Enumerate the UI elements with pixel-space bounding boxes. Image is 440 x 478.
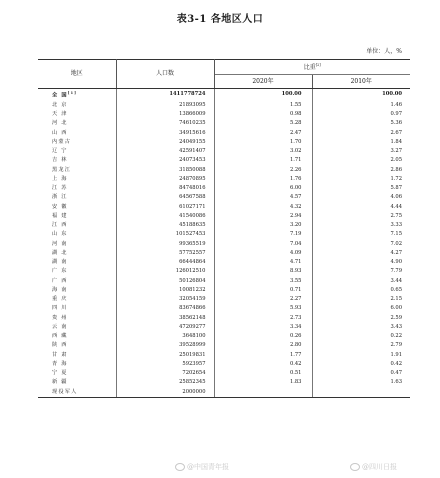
watermark-right-text: @四川日报 (362, 463, 397, 471)
table-row (38, 295, 410, 304)
table-row (38, 360, 410, 369)
ratio-2010-cell: 2.79 (390, 342, 403, 349)
ratio-2010-cell: 2.59 (390, 314, 403, 321)
population-cell: 24870895 (116, 175, 214, 184)
weibo-icon (350, 463, 360, 471)
ratio-2010-cell: 7.79 (390, 268, 403, 275)
ratio-2010-cell: 2.05 (390, 157, 403, 164)
population-cell: 83674866 (116, 304, 214, 313)
region-cell: 北 京 (38, 101, 116, 110)
table-row (38, 323, 410, 332)
population-cell: 101527453 (116, 230, 214, 239)
region-cell: 云 南 (38, 323, 116, 332)
region-cell: 黑龙江 (38, 166, 116, 175)
weibo-icon (175, 463, 185, 471)
table-row (38, 341, 410, 350)
table-row (38, 89, 410, 101)
ratio-2020-cell: 2.80 (214, 341, 312, 350)
ratio-2010-cell: 3.27 (390, 148, 403, 155)
table-row (38, 119, 410, 128)
ratio-2010-cell: 5.87 (390, 185, 403, 192)
ratio-2010-cell: 2.15 (390, 296, 403, 303)
population-cell: 25852345 (116, 378, 214, 387)
population-cell: 5923957 (116, 360, 214, 369)
ratio-2020-cell: 1.70 (214, 138, 312, 147)
population-cell: 1411778724 (116, 89, 214, 101)
table-row (38, 249, 410, 258)
population-table (38, 59, 410, 398)
ratio-2010-cell: 0.22 (390, 333, 403, 340)
unit-label: 单位：人，% (366, 48, 402, 55)
ratio-2010-cell: 7.02 (390, 240, 403, 247)
ratio-2010-cell: 2.75 (390, 212, 403, 219)
header-2020: 2020年 (214, 75, 312, 89)
ratio-2010-cell: 4.27 (390, 249, 403, 256)
table-row (38, 166, 410, 175)
ratio-2020-cell: 1.76 (214, 175, 312, 184)
population-cell: 2000000 (116, 388, 214, 398)
ratio-2020-cell: 0.26 (214, 332, 312, 341)
table-row (38, 277, 410, 286)
ratio-2020-cell: 3.20 (214, 221, 312, 230)
table-row (38, 286, 410, 295)
population-cell: 42591407 (116, 147, 214, 156)
region-cell: 贵 州 (38, 314, 116, 323)
region-cell: 天 津 (38, 110, 116, 119)
total-note: [1] (67, 91, 78, 95)
ratio-2010-cell: 0.97 (390, 111, 403, 118)
ratio-2020-cell: 8.93 (214, 267, 312, 276)
region-cell: 辽 宁 (38, 147, 116, 156)
table-row (38, 388, 410, 398)
ratio-2020-cell: 3.55 (214, 277, 312, 286)
watermark-left (175, 462, 229, 472)
ratio-2020-cell: 4.71 (214, 258, 312, 267)
population-cell: 24073453 (116, 156, 214, 165)
ratio-2020-cell: 2.27 (214, 295, 312, 304)
table-row (38, 212, 410, 221)
ratio-2020-cell: 100.00 (214, 89, 312, 101)
table-row (38, 332, 410, 341)
watermark-right (350, 462, 397, 472)
header-ratio-label: 比重 (303, 64, 316, 72)
population-cell: 126012510 (116, 267, 214, 276)
table-row (38, 203, 410, 212)
region-cell: 河 北 (38, 119, 116, 128)
ratio-2010-cell: 0.42 (390, 360, 403, 367)
ratio-2010-cell: 1.84 (390, 138, 403, 145)
ratio-2010-cell: 3.43 (390, 323, 403, 330)
region-cell: 海 南 (38, 286, 116, 295)
population-cell: 31850088 (116, 166, 214, 175)
ratio-2020-cell: 4.32 (214, 203, 312, 212)
ratio-2020-cell: 1.83 (214, 378, 312, 387)
region-cell: 浙 江 (38, 193, 116, 202)
ratio-2020-cell: 0.71 (214, 286, 312, 295)
ratio-2010-cell: 4.90 (390, 259, 403, 266)
ratio-2020-cell: 4.09 (214, 249, 312, 258)
region-cell: 甘 肃 (38, 351, 116, 360)
ratio-2020-cell: 0.51 (214, 369, 312, 378)
region-cell: 江 苏 (38, 184, 116, 193)
ratio-2010-cell: 1.63 (390, 379, 403, 386)
table-row (38, 184, 410, 193)
region-cell: 江 西 (38, 221, 116, 230)
ratio-2010-cell: 0.47 (390, 370, 403, 377)
ratio-2010-cell: 0.65 (390, 286, 403, 293)
population-cell: 64567588 (116, 193, 214, 202)
population-cell: 38562148 (116, 314, 214, 323)
table-row (38, 314, 410, 323)
header-population: 人口数 (116, 60, 214, 89)
ratio-2010-cell: 4.06 (390, 194, 403, 201)
ratio-2020-cell: 2.26 (214, 166, 312, 175)
header-ratio-note: [2] (315, 63, 321, 68)
table-row (38, 378, 410, 387)
ratio-2020-cell: 0.42 (214, 360, 312, 369)
region-cell: 青 海 (38, 360, 116, 369)
region-cell: 广 西 (38, 277, 116, 286)
region-cell: 内蒙古 (38, 138, 116, 147)
population-cell: 3648100 (116, 332, 214, 341)
region-cell: 吉 林 (38, 156, 116, 165)
ratio-2010-cell: 6.00 (390, 305, 403, 312)
population-cell: 45188635 (116, 221, 214, 230)
table-title: 表3-1 各地区人口 (176, 14, 264, 25)
region-cell: 宁 夏 (38, 369, 116, 378)
table-row (38, 351, 410, 360)
population-cell: 34915616 (116, 129, 214, 138)
region-cell: 河 南 (38, 240, 116, 249)
table-row (38, 221, 410, 230)
table-row (38, 267, 410, 276)
table-row (38, 129, 410, 138)
region-cell: 湖 北 (38, 249, 116, 258)
ratio-2010-cell: 1.72 (390, 175, 403, 182)
population-cell: 57752557 (116, 249, 214, 258)
ratio-2010-cell: 1.91 (390, 351, 403, 358)
population-cell: 25019831 (116, 351, 214, 360)
ratio-2010-cell: 2.86 (390, 166, 403, 173)
region-cell: 上 海 (38, 175, 116, 184)
ratio-2020-cell: 1.55 (214, 101, 312, 110)
header-region: 地区 (38, 60, 116, 89)
ratio-2020-cell: 1.71 (214, 156, 312, 165)
ratio-2020-cell: 3.34 (214, 323, 312, 332)
population-cell: 74610235 (116, 119, 214, 128)
population-cell: 7202654 (116, 369, 214, 378)
ratio-2020-cell: 2.94 (214, 212, 312, 221)
region-cell: 陕 西 (38, 341, 116, 350)
population-cell: 66444864 (116, 258, 214, 267)
header-ratio (214, 60, 410, 75)
ratio-2020-cell: 7.19 (214, 230, 312, 239)
header-2010: 2010年 (312, 75, 410, 89)
ratio-2020-cell: 6.00 (214, 184, 312, 193)
watermark-left-text: @中国青年报 (187, 463, 229, 471)
ratio-2020-cell: 2.73 (214, 314, 312, 323)
population-cell: 13866009 (116, 110, 214, 119)
region-cell: 山 西 (38, 129, 116, 138)
table-row (38, 138, 410, 147)
ratio-2010-cell: 3.44 (390, 277, 403, 284)
ratio-2010-cell: 5.36 (390, 120, 403, 127)
region-cell: 山 东 (38, 230, 116, 239)
population-cell: 24049155 (116, 138, 214, 147)
ratio-2010-cell: 1.46 (390, 101, 403, 108)
population-cell: 32054159 (116, 295, 214, 304)
ratio-2020-cell: 0.98 (214, 110, 312, 119)
table-row (38, 110, 410, 119)
population-cell: 84748016 (116, 184, 214, 193)
population-cell: 39528999 (116, 341, 214, 350)
population-cell: 47209277 (116, 323, 214, 332)
table-body (38, 89, 410, 398)
table-row (38, 240, 410, 249)
ratio-2010-cell: 100.00 (382, 91, 403, 98)
table-row (38, 304, 410, 313)
region-cell: 现役军人 (38, 388, 116, 398)
ratio-2020-cell: 3.02 (214, 147, 312, 156)
population-cell: 99365519 (116, 240, 214, 249)
region-cell: 新 疆 (38, 378, 116, 387)
ratio-2010-cell (312, 388, 410, 398)
table-row (38, 258, 410, 267)
ratio-2020-cell: 5.28 (214, 119, 312, 128)
table-row (38, 369, 410, 378)
region-cell: 湖 南 (38, 258, 116, 267)
population-cell: 41540086 (116, 212, 214, 221)
region-cell: 广 东 (38, 267, 116, 276)
ratio-2020-cell: 7.04 (214, 240, 312, 249)
region-cell: 福 建 (38, 212, 116, 221)
table-row (38, 101, 410, 110)
ratio-2020-cell: 1.77 (214, 351, 312, 360)
table-row (38, 230, 410, 239)
ratio-2010-cell: 2.67 (390, 129, 403, 136)
region-cell: 安 徽 (38, 203, 116, 212)
ratio-2010-cell: 4.44 (390, 203, 403, 210)
table-row (38, 193, 410, 202)
region-cell: 西 藏 (38, 332, 116, 341)
population-cell: 21893095 (116, 101, 214, 110)
ratio-2020-cell (214, 388, 312, 398)
region-cell: 重 庆 (38, 295, 116, 304)
region-cell: 全 国[1] (38, 89, 116, 101)
table-row (38, 156, 410, 165)
ratio-2020-cell: 4.57 (214, 193, 312, 202)
table-row (38, 147, 410, 156)
population-cell: 10081232 (116, 286, 214, 295)
ratio-2020-cell: 5.93 (214, 304, 312, 313)
ratio-2020-cell: 2.47 (214, 129, 312, 138)
population-cell: 50126804 (116, 277, 214, 286)
region-cell: 四 川 (38, 304, 116, 313)
ratio-2010-cell: 3.33 (390, 222, 403, 229)
table-row (38, 175, 410, 184)
population-cell: 61027171 (116, 203, 214, 212)
ratio-2010-cell: 7.15 (390, 231, 403, 238)
